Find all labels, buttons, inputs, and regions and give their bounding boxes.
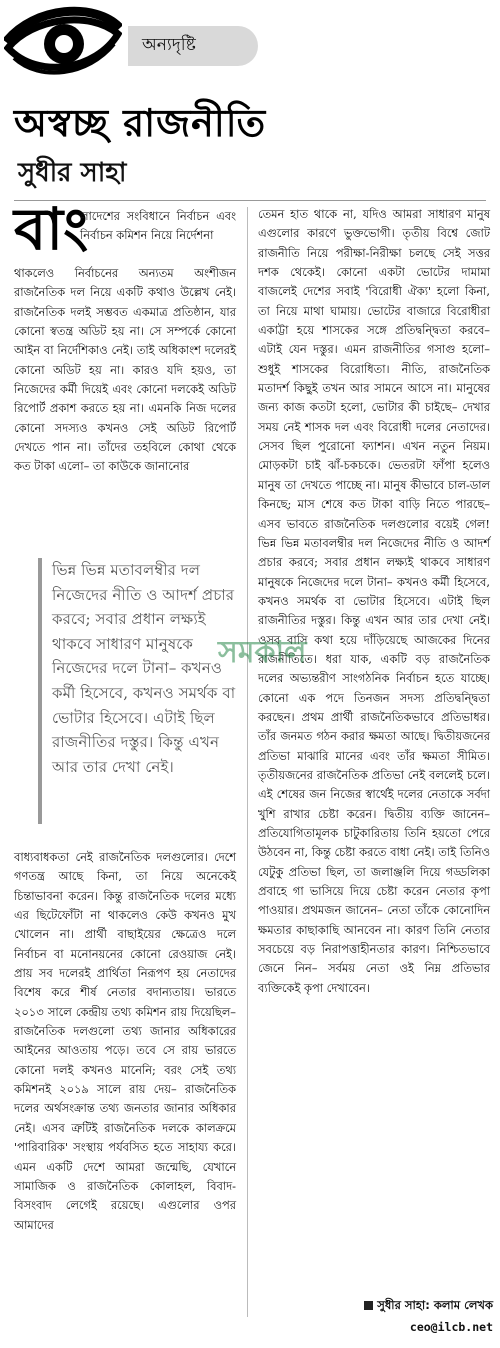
watermark-logo: সমকাল xyxy=(218,635,307,670)
pull-quote xyxy=(38,558,238,828)
eye-icon xyxy=(4,4,122,86)
dropcap: বাং xyxy=(14,195,89,263)
intro-block xyxy=(14,195,236,265)
pull-quote-text: ভিন্ন ভিন্ন মতাবলম্বীর দল নিজেদের নীতি ও আদর্শ প্রচার করবে; সবার প্রধান লক্ষ্যই থাকবে সাধারণ মানুষকে নিজেদের দলে টানা– কখনও কর্মী হিসেবে, কখনও সমর্থক বা ভোটার হিসেবে। এটাই ছিল রাজনীতির দস্তুর। কিন্তু এখন আর তার দেখা নেই। xyxy=(52,561,236,776)
pull-quote-bar xyxy=(38,558,42,824)
intro-text: লাদেশের সংবিধানে নির্বাচন এবং নির্বাচন কমিশন নিয়ে নির্দেশনা xyxy=(80,209,236,243)
byline: সুধীর সাহা xyxy=(18,158,127,188)
author-signoff-text: সুধীর সাহা: কলাম লেখক xyxy=(377,1298,493,1312)
author-email[interactable]: ceo@ilcb.net xyxy=(409,1320,493,1334)
column-divider xyxy=(247,207,248,1317)
author-signoff xyxy=(318,1297,493,1316)
headline: অস্বচ্ছ রাজনীতি xyxy=(14,101,267,145)
body-paragraph-right: তেমন হাত থাকে না, যদিও আমরা সাধারণ মানুষ এগুলোর কারণে ভুক্তভোগী। তৃতীয় বিশ্বে জোট রাজনীতি নিয়ে পরীক্ষা-নিরীক্ষা চলছে সেই সত্তর দশক থেকেই। কোনো একটা ভোটের দামামা বাজলেই দেশের সবাই 'বিরোধী ঐক্য' হলো কিনা, তা নিয়ে মাথা ঘামায়। ভোটের বাজারে বিরোধীরা একাট্টা হয়ে শাসকের সঙ্গে প্রতিদ্বন্দ্বিতা করবে– এটাই যেন দস্তুর। এমন রাজনীতির গসাগু হলো– শুধুই শাসকের বিরোধিতা। নীতি, রাজনৈতিক মতাদর্শ কিছুই তখন আর সামনে আসে না। মানুষের জন্য কাজ কতটা হলো, ভোটার কী চাইছে– দেখার সময় নেই শাসক দল এবং বিরোধী দলের নেতাদের। সেসব ছিল পুরোনো ফ্যাশন। এখন নতুন নিয়ম। মোড়কটা চাই ঝাঁ-চকচকে। ভেতরটা ফাঁপা হলেও মানুষ তা দেখতে পাচ্ছে না। মানুষ কীভাবে চাল-ডাল কিনছে; মাস শেষে কত টাকা বাড়ি নিতে পারছে– এসব ভাবতে রাজনৈতিক দলগুলোর বয়েই গেল! ভিন্ন ভিন্ন মতাবলম্বীর দল নিজেদের নীতি ও আদর্শ প্রচার করবে; সবার প্রধান লক্ষ্যই থাকবে সাধারণ মানুষকে নিজেদের দলে টানা– কখনও কর্মী হিসেবে, কখনও সমর্থক বা ভোটার হিসেবে। এটাই ছিল রাজনীতির দস্তুর। কিন্তু এখন আর তার দেখা নেই। ওসব বাসি কথা হয়ে দাঁড়িয়েছে আজকের দিনের রাজনীতিতে। ধরা যাক, একটি বড় রাজনৈতিক দলের অভ্যন্তরীণ সাংগঠনিক নির্বাচন হতে যাচ্ছে। কোনো এক পদে তিনজন সদস্য প্রতিদ্বন্দ্বিতা করছেন। প্রথম প্রার্থী রাজনৈতিকভাবে প্রতিভাধর। তাঁর জনমত গঠন করার ক্ষমতা আছে। দ্বিতীয়জনের প্রতিভা মাঝারি মানের এবং তাঁর ক্ষমতা সীমিত। তৃতীয়জনের রাজনৈতিক প্রতিভা নেই বললেই চলে। এই শেষের জন নিজের স্বার্থেই দলের নেতাকে সর্বদা খুশি রাখার চেষ্টা করেন। দ্বিতীয় ব্যক্তি জানেন– প্রতিযোগিতামূলক চাটুকারিতায় তিনি হয়তো পেরে উঠবেন না, কিন্তু চেষ্টা করতে বাধা নেই। তাই তিনিও যেটুকু প্রতিভা ছিল, তা জলাঞ্জলি দিয়ে গড্ডলিকা প্রবাহে গা ভাসিয়ে দিয়ে চেষ্টা করেন নেতার কৃপা পাওয়ার। প্রথমজন জানেন– নেতা তাঁকে কোনোদিন ক্ষমতার কাছাকাছি আনবেন না। কারণ তিনি নেতার সবচেয়ে বড় নিরাপত্তাহীনতার কারণ। নিশ্চিতভাবে জেনে নিন– সর্বময় নেতা ওই নিম্ন প্রতিভার ব্যক্তিকেই কৃপা দেখাবেন। xyxy=(258,207,490,995)
square-bullet-icon xyxy=(364,1301,373,1310)
masthead xyxy=(0,0,500,95)
section-label: অন্যদৃষ্টি xyxy=(128,26,258,66)
body-paragraph-left-1: থাকলেও নির্বাচনের অন্যতম অংশীজন রাজনৈতিক দল নিয়ে একটি কথাও উল্লেখ নেই। রাজনৈতিক দলই সম্ভবত একমাত্র প্রতিষ্ঠান, যার কোনো স্বতন্ত্র অডিট হয় না। সে সম্পর্কে কোনো আইন বা নির্দেশিকাও নেই। তাই অধিকাংশ দলেরই কোনো অডিট হয় না। কারও যদি হয়ও, তা নিজেদের কর্মী দিয়েই এবং কোনো দলকেই অডিট রিপোর্ট প্রকাশ করতে হয় না। এমনকি নিজ দলের কোনো সদস্যও কখনও সেই অডিট রিপোর্ট দেখতে পান না। তাঁদের তহবিলে কোথা থেকে কত টাকা এলো– তা কাউকে জানানোর xyxy=(14,266,236,474)
body-paragraph-left-2: বাধ্যবাধকতা নেই রাজনৈতিক দলগুলোর। দেশে গণতন্ত্র আছে কিনা, তা নিয়ে অনেকেই চিন্তাভাবনা করেন। কিন্তু রাজনৈতিক দলের মধ্যে এর ছিটেফোঁটা না থাকলেও কেউ কখনও মুখ খোলেন না। প্রার্থী বাছাইয়ের ক্ষেত্রেও দলে নির্বাচন বা মনোনয়নের কোনো রেওয়াজ নেই। প্রায় সব দলেরই প্রার্থিতা নিরূপণ হয় নেতাদের বিশেষ করে শীর্ষ নেতার বদান্যতায়। ভারতে ২০১৩ সালে কেন্দ্রীয় তথ্য কমিশন রায় দিয়েছিল– রাজনৈতিক দলগুলো তথ্য জানার অধিকারের আইনের আওতায় পড়ে। তবে সে রায় ভারতে কোনো দলই কখনও মানেনি; বরং সেই তথ্য কমিশনই ২০১৯ সালে রায় দেয়– রাজনৈতিক দলের অর্থসংক্রান্ত তথ্য জনতার জানার অধিকার নেই। এসব ত্রুটিই রাজনৈতিক দলকে কালক্রমে 'পারিবারিক' সংস্থায় পর্যবসিত হতে সাহায্য করে। এমন একটি দেশে আমরা জন্মেছি, যেখানে সামাজিক ও রাজনৈতিক কোলাহল, বিবাদ-বিসংবাদ লেগেই রয়েছে। এগুলোর ওপর আমাদের xyxy=(14,850,236,1232)
